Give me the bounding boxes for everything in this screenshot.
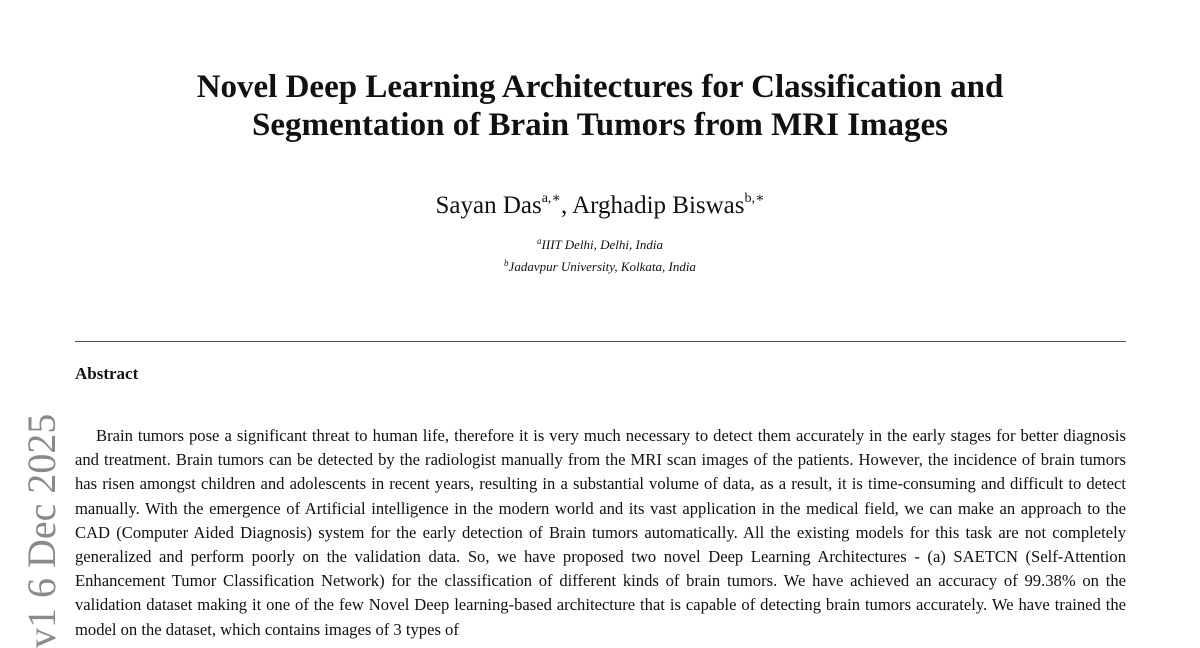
abstract-heading: Abstract <box>75 364 139 383</box>
affiliation-mark: a <box>537 236 542 246</box>
author-affiliation-mark: a,∗ <box>541 191 561 206</box>
affiliation-item <box>0 232 1200 254</box>
affiliation-text: Jadavpur University, Kolkata, India <box>508 259 696 274</box>
paper-title-line-2: Segmentation of Brain Tumors from MRI Images <box>251 107 949 143</box>
paper-title-line-1: Novel Deep Learning Architectures for Classification and <box>196 69 1004 105</box>
affiliation-list <box>0 232 1200 276</box>
author-name: Arghadip Biswas <box>572 192 745 219</box>
section-divider <box>75 341 1126 342</box>
author-separator: , <box>560 192 573 219</box>
author-affiliation-mark: b,∗ <box>744 191 765 206</box>
abstract-body: Brain tumors pose a significant threat to human life, therefore it is very much necessary to detect them accurately in the early stages for better diagnosis and treatment. Brain tumors can be detected by the radiologist manually from the MRI scan images of the patients. However, the incidence of brain tumors has risen amongst children and adolescents in recent years, resulting in a substantial volume of data, as a result, it is time-consuming and difficult to detect manually. With the emergence of Artificial intelligence in the modern world and its vast application in the medical field, we can make an approach to the CAD (Computer Aided Diagnosis) system for the early detection of Brain tumors automatically. All the existing models for this task are not completely generalized and perform poorly on the validation data. So, we have proposed two novel Deep Learning Architectures - (a) SAETCN (Self-Attention Enhancement Tumor Classification Network) for the classification of different kinds of brain tumors. We have achieved an accuracy of 99.38% on the validation dataset making it one of the few Novel Deep learning-based architecture that is capable of detecting brain tumors accurately. We have trained the model on the dataset, which contains images of 3 types of <box>75 426 1126 639</box>
author-name: Sayan Das <box>435 192 542 219</box>
affiliation-item <box>0 254 1200 276</box>
author-list <box>0 181 1200 224</box>
paper-title <box>0 68 1200 144</box>
arxiv-side-stamp: v1 6 Dec 2025 <box>19 413 64 648</box>
affiliation-text: IIIT Delhi, Delhi, India <box>541 237 663 252</box>
affiliation-mark: b <box>504 258 509 268</box>
